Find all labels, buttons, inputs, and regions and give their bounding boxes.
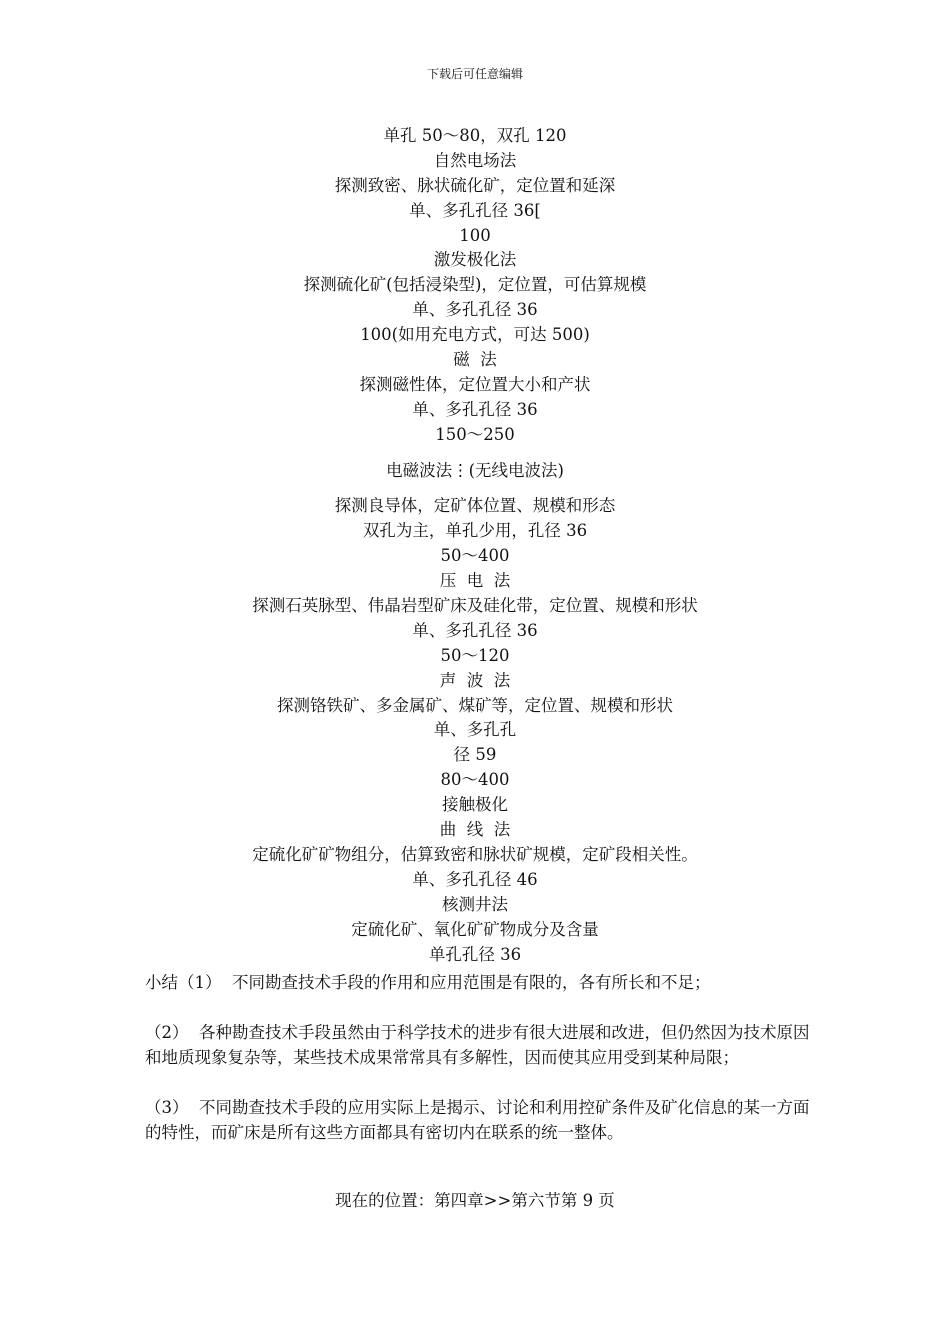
summary-paragraph-2: （2） 各种勘查技术手段虽然由于科学技术的进步有很大进展和改进，但仍然因为技术原因和地质现象复杂等，某些技术成果常常具有多解性，因而使其应用受到某种局限； [145,1023,810,1067]
text-line: 单、多孔孔径 36[ [409,200,541,220]
text-line: 单孔 50～80，双孔 120 [383,126,567,145]
method-name: 自然电场法 [433,150,517,170]
text-line: 径 59 [453,745,497,765]
method-name: 电磁波法⋮(无线电波法) [386,460,564,480]
text-line: 单孔孔径 36 [428,944,522,964]
text-line: 100(如用充电方式，可达 500) [360,325,590,345]
method-name: 核测井法 [442,894,508,914]
method-name: 激发极化法 [433,250,517,270]
summary-paragraph-1: 小结（1） 不同勘查技术手段的作用和应用范围是有限的，各有所长和不足； [145,973,711,992]
text-line: 单、多孔孔径 36 [412,300,538,320]
text-line: 50～400 [440,546,510,566]
text-line: 50～120 [440,645,510,665]
text-line: 探测铬铁矿、多金属矿、煤矿等，定位置、规模和形状 [277,695,673,715]
method-name: 压 电 法 [439,571,511,591]
page-location: 现在的位置：第四章>>第六节第 9 页 [335,1191,615,1210]
text-line: 探测石英脉型、伟晶岩型矿床及硅化带，定位置、规模和形状 [252,596,698,616]
text-line: 探测良导体，定矿体位置、规模和形态 [334,496,616,516]
text-line: 定硫化矿矿物组分，估算致密和脉状矿规模，定矿段相关性。 [252,844,698,864]
text-line: 100 [459,225,491,245]
method-name: 声 波 法 [439,670,511,690]
text-line: 探测磁性体，定位置大小和产状 [359,374,591,394]
summary-paragraph-3: （3） 不同勘查技术手段的应用实际上是揭示、讨论和利用控矿条件及矿化信息的某一方面的特性，而矿床是所有这些方面都具有密切内在联系的统一整体。 [145,1098,810,1142]
method-name: 曲 线 法 [439,820,511,840]
text-line: 单、多孔孔径 46 [412,869,538,889]
page-header-note: 下载后可任意编辑 [426,67,523,81]
method-name: 接触极化 [442,795,508,815]
text-line: 定硫化矿、氧化矿矿物成分及含量 [351,919,599,939]
text-line: 单、多孔孔径 36 [412,620,538,640]
text-line: 探测硫化矿(包括浸染型)，定位置，可估算规模 [303,275,647,295]
text-line: 双孔为主，单孔少用，孔径 36 [362,521,588,541]
text-line: 80～400 [440,770,510,790]
method-name: 磁 法 [453,350,497,370]
text-line: 单、多孔孔 [433,720,517,740]
text-line: 探测致密、脉状硫化矿，定位置和延深 [334,175,616,195]
summary-section [145,970,810,1170]
text-line: 150～250 [435,424,515,444]
text-line: 单、多孔孔径 36 [412,399,538,419]
method-list [0,124,950,967]
